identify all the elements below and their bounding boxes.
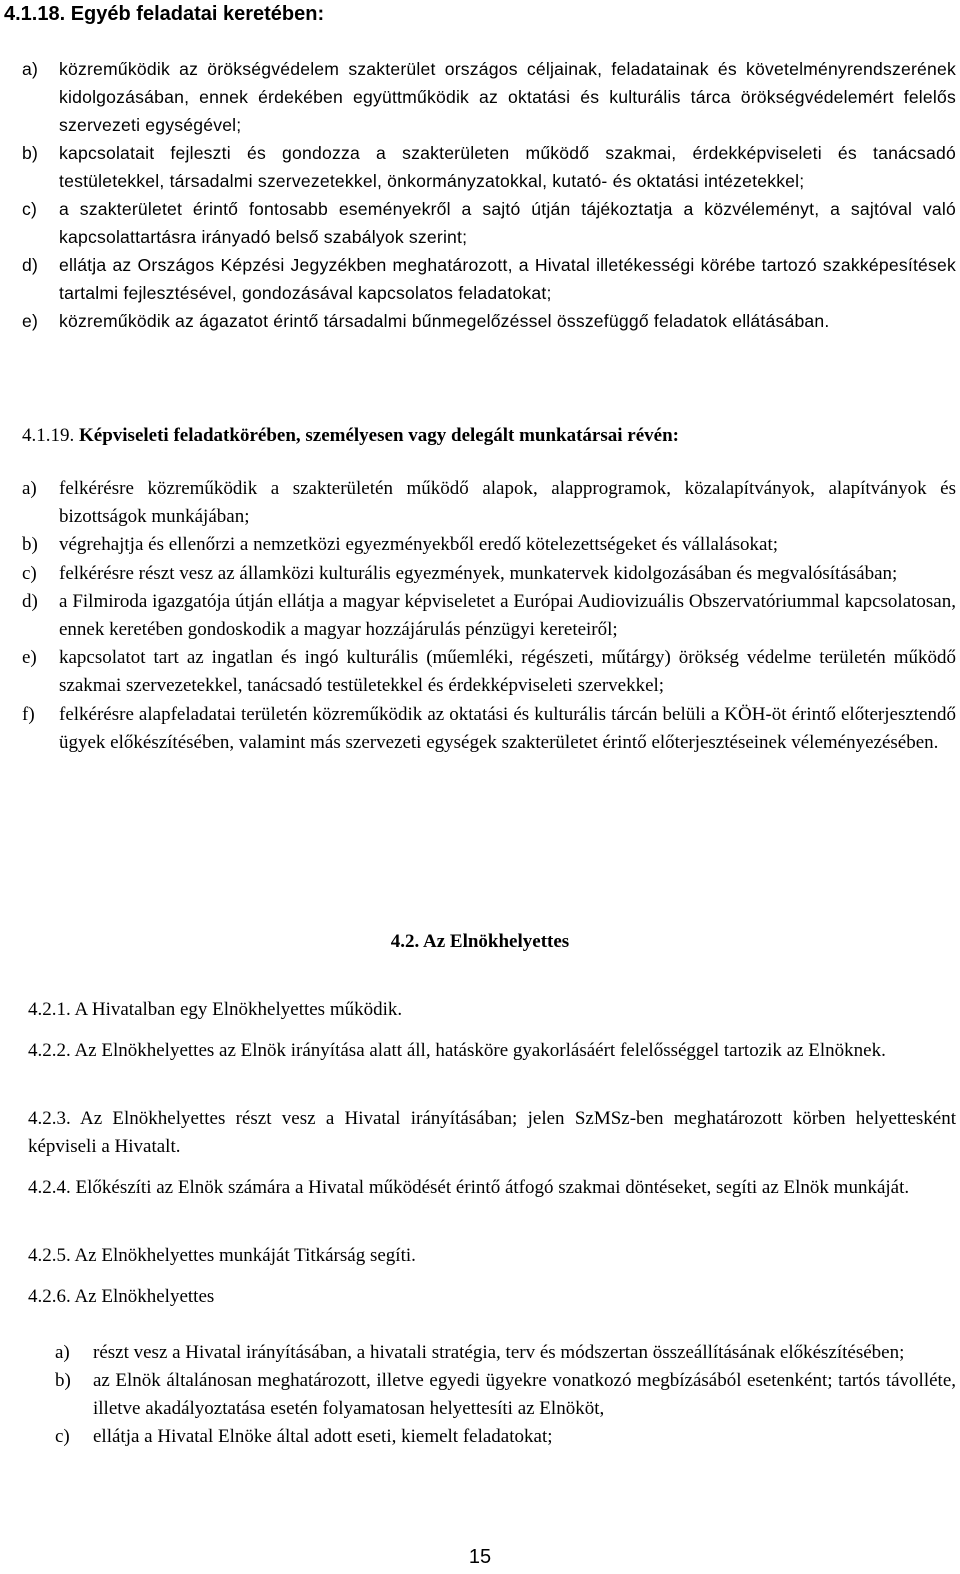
section-42-title: 4.2. Az Elnökhelyettes <box>390 931 570 952</box>
list-item <box>55 1423 956 1451</box>
page-number: 15 <box>468 1546 492 1568</box>
paragraph-425: 4.2.5. Az Elnökhelyettes munkáját Titkárság segíti. <box>28 1245 416 1266</box>
list-item <box>22 560 956 588</box>
paragraph-424: 4.2.4. Előkészíti az Elnök számára a Hivatal működését érintő átfogó szakmai döntéseket, segíti az Elnök munkáját. <box>28 1177 910 1198</box>
list-item <box>22 475 956 531</box>
item-label: c) <box>22 562 37 584</box>
section-4119-heading <box>22 424 679 448</box>
item-text: felkérésre alapfeladatai területén közreműködik az oktatási és kulturális tárcán belüli a KÖH-öt érintő előterjesztendő ügyek előkészítésében, valamint más szervezeti egységek szakterületet érintő előterjesztéseinek véleményezésében. <box>59 703 956 753</box>
item-label: a) <box>22 59 39 79</box>
item-text: kapcsolatait fejleszti és gondozza a szakterületen működő szakmai, érdekképviseleti és tanácsadó testületekkel, társadalmi szervezetekkel, önkormányzatokkal, kutató- és oktatási intézetekkel; <box>59 143 956 191</box>
section-4118-list <box>22 55 956 335</box>
list-item <box>22 701 956 757</box>
item-text: közreműködik az ágazatot érintő társadalmi bűnmegelőzéssel összefüggő feladatok ellátásában. <box>59 311 830 331</box>
item-text: felkérésre közreműködik a szakterületén működő alapok, alapprogramok, közalapítványok, alapítványok és bizottságok munkájában; <box>59 478 956 528</box>
item-label: f) <box>22 703 35 725</box>
item-label: d) <box>22 590 38 612</box>
item-label: a) <box>22 478 37 499</box>
item-label: b) <box>22 534 38 556</box>
list-item <box>22 531 956 559</box>
item-label: a) <box>55 1342 70 1363</box>
item-text: felkérésre részt vesz az államközi kulturális egyezmények, munkatervek kidolgozásában és megvalósításában; <box>59 562 898 584</box>
item-label: b) <box>22 143 39 163</box>
section-4119-list <box>22 475 956 757</box>
section-number: 4.1.19. <box>22 425 75 446</box>
section-426-list <box>55 1339 956 1451</box>
list-item <box>22 644 956 700</box>
list-item <box>55 1367 956 1423</box>
section-4118-heading: 4.1.18. Egyéb feladatai keretében: <box>4 3 325 25</box>
item-text: az Elnök általánosan meghatározott, illetve egyedi ügyekre vonatkozó megbízásából esetenként; tartós távolléte, illetve akadályoztatása esetén folyamatosan helyettesíti az Elnököt, <box>93 1370 956 1419</box>
paragraph-421: 4.2.1. A Hivatalban egy Elnökhelyettes működik. <box>28 999 403 1020</box>
item-label: b) <box>55 1370 71 1391</box>
list-item <box>55 1339 956 1367</box>
item-text: kapcsolatot tart az ingatlan és ingó kulturális (műemléki, régészeti, műtárgy) örökség védelme területén működő szakmai szervezetekkel, tanácsadó testületekkel és érdekképviseleti szervekkel; <box>59 647 956 697</box>
list-item <box>22 139 956 195</box>
item-text: ellátja a Hivatal Elnöke által adott eseti, kiemelt feladatokat; <box>93 1426 553 1447</box>
item-label: e) <box>22 311 39 331</box>
paragraph-426: 4.2.6. Az Elnökhelyettes <box>28 1286 215 1307</box>
list-item <box>22 55 956 139</box>
item-text: a Filmiroda igazgatója útján ellátja a magyar képviseletet a Európai Audiovizuális Obszervatóriummal kapcsolatosan, ennek keretében gondoskodik a magyar hozzájárulás pénzügyi kereteiről; <box>59 590 956 641</box>
item-text: végrehajtja és ellenőrzi a nemzetközi egyezményekből eredő kötelezettségeket és vállalásokat; <box>59 534 779 556</box>
paragraph-422: 4.2.2. Az Elnökhelyettes az Elnök irányítása alatt áll, hatásköre gyakorlásáért felelősséggel tartozik az Elnöknek. <box>28 1040 886 1061</box>
item-text: részt vesz a Hivatal irányításában, a hivatali stratégia, terv és módszertan összeállításának előkészítésében; <box>93 1342 905 1363</box>
item-label: c) <box>55 1426 70 1447</box>
paragraph-423: 4.2.3. Az Elnökhelyettes részt vesz a Hivatal irányításában; jelen SzMSz-ben meghatározott körben helyettesként képviseli a Hivatalt. <box>28 1108 956 1157</box>
list-item <box>22 588 956 644</box>
item-label: d) <box>22 255 39 275</box>
list-item <box>22 307 956 335</box>
item-text: közreműködik az örökségvédelem szakterület országos céljainak, feladatainak és követelményrendszerének kidolgozásában, ennek érdekében együttműködik az oktatási és kulturális tárca örökségvédelemért felelős szervezeti egységével; <box>59 59 956 135</box>
item-text: a szakterületet érintő fontosabb eseményekről a sajtó útján tájékoztatja a közvéleményt, a sajtóval való kapcsolattartásra irányadó belső szabályok szerint; <box>59 199 956 247</box>
item-label: e) <box>22 647 37 669</box>
list-item <box>22 195 956 251</box>
item-text: ellátja az Országos Képzési Jegyzékben meghatározott, a Hivatal illetékességi körébe tartozó szakképesítések tartalmi fejlesztésével, gondozásával kapcsolatos feladatokat; <box>59 255 956 303</box>
item-label: c) <box>22 199 38 219</box>
list-item <box>22 251 956 307</box>
section-title: Képviseleti feladatkörében, személyesen vagy delegált munkatársai révén: <box>79 425 679 446</box>
